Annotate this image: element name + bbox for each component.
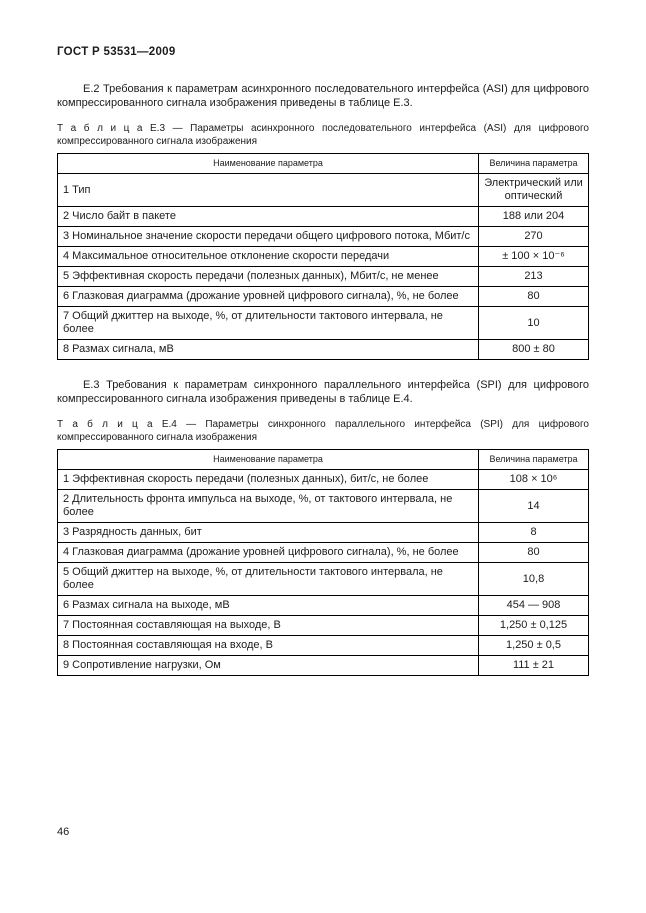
table-e3-col-header-value: Величина параметра bbox=[479, 154, 589, 174]
parameter-name-cell: 4 Глазковая диаграмма (дрожание уровней цифрового сигнала), %, не более bbox=[58, 543, 479, 563]
table-e4-header-row bbox=[58, 450, 589, 470]
parameter-value-cell: 213 bbox=[479, 267, 589, 287]
table-row bbox=[58, 596, 589, 616]
table-e3-header-row bbox=[58, 154, 589, 174]
parameter-name-cell: 3 Номинальное значение скорости передачи общего цифрового потока, Мбит/с bbox=[58, 227, 479, 247]
parameter-value-cell: 800 ± 80 bbox=[479, 340, 589, 360]
table-e3-caption: Т а б л и ц а Е.3 — Параметры асинхронного последовательного интерфейса (ASI) для цифрового компрессированного сигнала изображения bbox=[57, 123, 589, 147]
parameter-name-cell: 2 Число байт в пакете bbox=[58, 207, 479, 227]
parameter-value-cell: 188 или 204 bbox=[479, 207, 589, 227]
parameter-name-cell: 6 Размах сигнала на выходе, мВ bbox=[58, 596, 479, 616]
table-e4-col-header-value: Величина параметра bbox=[479, 450, 589, 470]
table-row bbox=[58, 307, 589, 340]
document-header: ГОСТ Р 53531—2009 bbox=[57, 46, 176, 58]
parameter-name-cell: 2 Длительность фронта импульса на выходе, %, от тактового интервала, не более bbox=[58, 490, 479, 523]
table-e3-col-header-name: Наименование параметра bbox=[58, 154, 479, 174]
table-row bbox=[58, 523, 589, 543]
table-row bbox=[58, 287, 589, 307]
parameter-value-cell: 454 — 908 bbox=[479, 596, 589, 616]
table-row bbox=[58, 207, 589, 227]
parameter-name-cell: 6 Глазковая диаграмма (дрожание уровней цифрового сигнала), %, не более bbox=[58, 287, 479, 307]
table-row bbox=[58, 490, 589, 523]
paragraph-e2: Е.2 Требования к параметрам асинхронного последовательного интерфейса (ASI) для цифрового компрессированного сигнала изображения приведены в таблице Е.3. bbox=[57, 83, 589, 109]
table-row bbox=[58, 227, 589, 247]
table-row bbox=[58, 656, 589, 676]
table-e3-body bbox=[58, 174, 589, 360]
parameter-value-cell: 10 bbox=[479, 307, 589, 340]
table-e4-caption: Т а б л и ц а Е.4 — Параметры синхронного параллельного интерфейса (SPI) для цифрового компрессированного сигнала изображения bbox=[57, 419, 589, 443]
parameter-value-cell: 1,250 ± 0,125 bbox=[479, 616, 589, 636]
parameter-name-cell: 5 Общий джиттер на выходе, %, от длительности тактового интервала, не более bbox=[58, 563, 479, 596]
parameter-name-cell: 8 Постоянная составляющая на входе, В bbox=[58, 636, 479, 656]
table-row bbox=[58, 636, 589, 656]
table-e4 bbox=[57, 449, 589, 676]
table-row bbox=[58, 543, 589, 563]
table-row bbox=[58, 267, 589, 287]
parameter-value-cell: ± 100 × 10⁻⁶ bbox=[479, 247, 589, 267]
parameter-value-cell: 8 bbox=[479, 523, 589, 543]
parameter-name-cell: 7 Общий джиттер на выходе, %, от длительности тактового интервала, не более bbox=[58, 307, 479, 340]
table-row bbox=[58, 174, 589, 207]
parameter-value-cell: 10,8 bbox=[479, 563, 589, 596]
table-row bbox=[58, 563, 589, 596]
parameter-name-cell: 3 Разрядность данных, бит bbox=[58, 523, 479, 543]
parameter-name-cell: 8 Размах сигнала, мВ bbox=[58, 340, 479, 360]
parameter-name-cell: 7 Постоянная составляющая на выходе, В bbox=[58, 616, 479, 636]
page-number: 46 bbox=[57, 826, 70, 838]
parameter-value-cell: 1,250 ± 0,5 bbox=[479, 636, 589, 656]
parameter-value-cell: 80 bbox=[479, 543, 589, 563]
parameter-value-cell: 108 × 10⁶ bbox=[479, 470, 589, 490]
parameter-name-cell: 4 Максимальное относительное отклонение скорости передачи bbox=[58, 247, 479, 267]
parameter-value-cell: 270 bbox=[479, 227, 589, 247]
table-row bbox=[58, 247, 589, 267]
parameter-name-cell: 1 Эффективная скорость передачи (полезных данных), бит/с, не более bbox=[58, 470, 479, 490]
table-row bbox=[58, 470, 589, 490]
table-row bbox=[58, 340, 589, 360]
table-e3 bbox=[57, 153, 589, 360]
table-e4-body bbox=[58, 470, 589, 676]
parameter-value-cell: 14 bbox=[479, 490, 589, 523]
paragraph-e3: Е.3 Требования к параметрам синхронного параллельного интерфейса (SPI) для цифрового компрессированного сигнала изображения приведены в таблице Е.4. bbox=[57, 379, 589, 405]
table-e4-col-header-name: Наименование параметра bbox=[58, 450, 479, 470]
parameter-value-cell: 80 bbox=[479, 287, 589, 307]
parameter-name-cell: 9 Сопротивление нагрузки, Ом bbox=[58, 656, 479, 676]
parameter-name-cell: 5 Эффективная скорость передачи (полезных данных), Мбит/с, не менее bbox=[58, 267, 479, 287]
parameter-name-cell: 1 Тип bbox=[58, 174, 479, 207]
table-row bbox=[58, 616, 589, 636]
parameter-value-cell: 111 ± 21 bbox=[479, 656, 589, 676]
parameter-value-cell: Электрический или оптический bbox=[479, 174, 589, 207]
